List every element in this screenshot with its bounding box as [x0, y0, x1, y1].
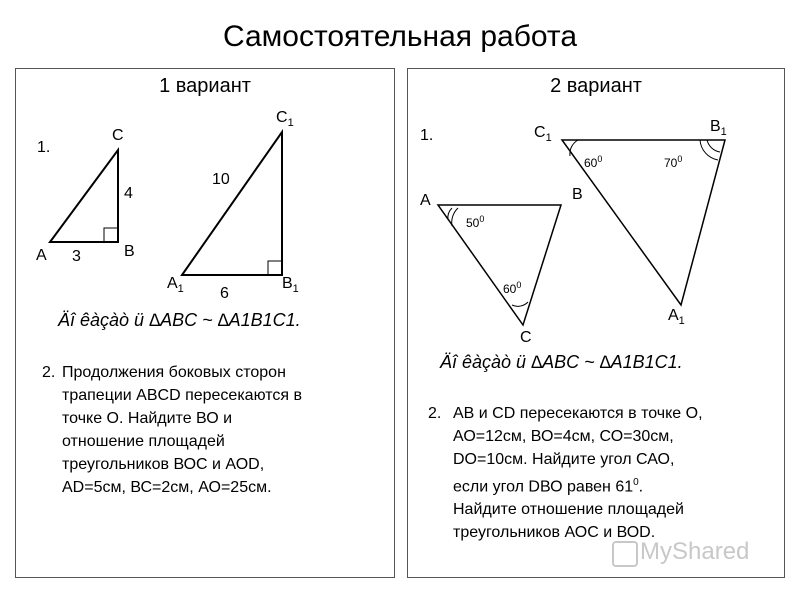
- right-triangle-abc: [420, 186, 583, 346]
- vertex-b1-label: $B_1$: [282, 275, 299, 295]
- right-task1-number: 1.: [420, 127, 434, 144]
- vertex-a1-label: $A_1$: [167, 275, 184, 295]
- vertex-a-label: A: [36, 247, 47, 264]
- left-similarity-formula: Äî êàçàò ü ∆ABC ~ ∆A1B1C1.: [58, 310, 301, 330]
- side-ab-length: 3: [72, 248, 81, 265]
- angle-b1-value: $70^0$: [664, 154, 683, 170]
- left-triangle-a1b1c1-shape: [182, 132, 282, 275]
- vertex-b-label: B: [572, 186, 583, 203]
- right-task2-number: 2.: [428, 405, 442, 422]
- angle-a-value: $50^0$: [466, 214, 485, 230]
- vertex-c-label: C: [112, 127, 124, 144]
- right-task2-text: АВ и CD пересекаются в точке О, АО=12см, ВО=4см, СО=30см, DО=10см. Найдите угол САО, если угол DВО равен $61^0$. Найдите отношение площадей треугольников АОС и ВОD.: [453, 405, 703, 542]
- vertex-a1-label: $A_1$: [668, 307, 685, 327]
- left-triangle-a1b1c1: [167, 109, 299, 302]
- left-task2: [42, 361, 382, 499]
- vertex-b-label: B: [124, 243, 135, 260]
- angle-c1-value: $60^0$: [584, 154, 603, 170]
- vertex-c-label: C: [520, 329, 532, 346]
- vertex-c1-label: $C_1$: [534, 124, 552, 144]
- side-bc-length: 4: [124, 185, 133, 202]
- side-a1b1-length: 6: [220, 285, 229, 302]
- left-triangle-abc: [36, 127, 135, 265]
- left-task2-number: 2.: [42, 364, 56, 381]
- right-triangle-a1b1c1: [534, 118, 727, 327]
- right-task2: [428, 402, 778, 544]
- variant-2-heading: 2 вариант: [550, 75, 642, 97]
- left-task2-text: Продолжения боковых сторон трапеции ABCD пересекаются в точке О. Найдите ВО и отношение площадей треугольников ВОС и АОD, АD=5см, ВС=2см, АО=25см.: [62, 364, 302, 496]
- variant-1-heading: 1 вариант: [159, 75, 251, 97]
- watermark-logo-icon: [612, 541, 638, 567]
- right-triangle-abc-shape: [438, 205, 561, 325]
- vertex-c1-label: $C_1$: [276, 109, 294, 129]
- vertex-b1-label: $B_1$: [710, 118, 727, 138]
- right-angle-mark: [104, 228, 118, 242]
- right-similarity-formula: Äî êàçàò ü ∆ABC ~ ∆A1B1C1.: [440, 352, 683, 372]
- angle-c-value: $60^0$: [503, 280, 522, 296]
- left-task1-number: 1.: [37, 139, 51, 156]
- right-angle-mark: [268, 261, 282, 275]
- side-a1c1-length: 10: [212, 171, 230, 188]
- page-title: Самостоятельная работа: [222, 20, 578, 53]
- vertex-a-label: A: [420, 192, 431, 209]
- watermark: MyShared: [640, 538, 750, 565]
